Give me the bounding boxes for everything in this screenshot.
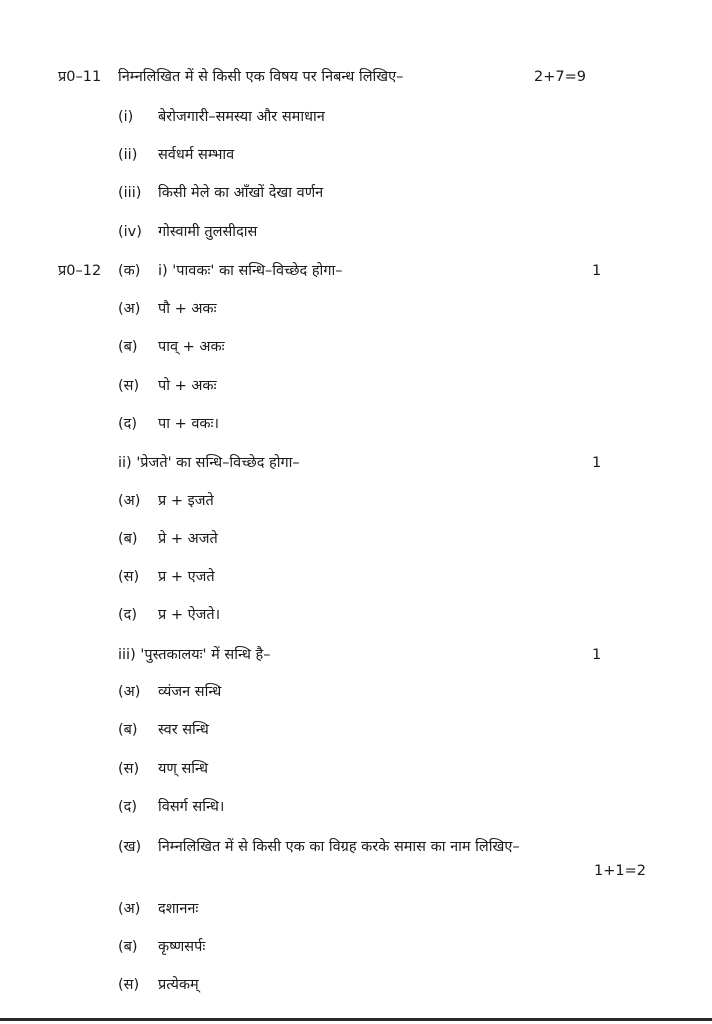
q12-ka-ii-option-label: (अ) <box>118 493 141 509</box>
q12-kha-text: निम्नलिखित में से किसी एक का विग्रह करके समास का नाम लिखिए– <box>158 839 520 855</box>
question-11-number: प्र0–11 <box>58 69 102 85</box>
q12-ka-i-option-text: पौ + अकः <box>158 301 217 317</box>
q11-option-text: सर्वधर्म सम्भाव <box>158 147 235 163</box>
question-11-text: निम्नलिखित में से किसी एक विषय पर निबन्ध लिखिए– <box>118 69 404 85</box>
q12-ka-i-option-label: (ब) <box>118 339 138 355</box>
q12-ka-iii-option-text: यण् सन्धि <box>158 761 208 777</box>
q12-ka-ii-option-text: प्र + ऐजते। <box>158 607 221 623</box>
q12-ka-iii-option-label: (स) <box>118 761 140 777</box>
q12-kha-option-text: प्रत्येकम् <box>158 977 199 993</box>
q12-ka-ii-text: ii) 'प्रेजते' का सन्धि–विच्छेद होगा– <box>118 455 300 471</box>
q12-kha-option-label: (स) <box>118 977 140 993</box>
q12-ka-ii-option-label: (द) <box>118 607 138 623</box>
q12-ka-ii-option-text: प्रे + अजते <box>158 531 218 547</box>
q12-ka-i-option-text: पा + वकः। <box>158 416 219 432</box>
q12-ka-i-option-label: (स) <box>118 378 140 394</box>
question-11-marks: 2+7=9 <box>534 69 586 85</box>
q12-kha-option-label: (अ) <box>118 901 141 917</box>
page-bottom-rule <box>0 1018 712 1021</box>
q12-ka-i-marks: 1 <box>592 263 602 279</box>
q12-kha-marks: 1+1=2 <box>594 863 646 879</box>
q12-part-ka-label: (क) <box>118 263 141 279</box>
q11-option-text: गोस्वामी तुलसीदास <box>158 224 258 240</box>
q12-ka-iii-option-text: विसर्ग सन्धि। <box>158 799 225 815</box>
q11-option-text: किसी मेले का आँखों देखा वर्णन <box>158 185 324 201</box>
q12-ka-i-option-text: पाव् + अकः <box>158 339 225 355</box>
q12-ka-i-option-label: (द) <box>118 416 138 432</box>
q12-ka-iii-marks: 1 <box>592 647 602 663</box>
q11-option-label: (iv) <box>118 224 142 240</box>
q12-ka-iii-option-label: (ब) <box>118 722 138 738</box>
q12-part-kha-label: (ख) <box>118 839 142 855</box>
q11-option-label: (iii) <box>118 185 142 201</box>
q12-ka-ii-option-label: (स) <box>118 569 140 585</box>
q12-ka-i-text: i) 'पावकः' का सन्धि–विच्छेद होगा– <box>158 263 343 279</box>
q12-ka-ii-option-text: प्र + एजते <box>158 569 215 585</box>
q12-ka-ii-marks: 1 <box>592 455 602 471</box>
q12-ka-iii-option-text: स्वर सन्धि <box>158 722 209 738</box>
q12-kha-option-text: कृष्णसर्पः <box>158 939 206 955</box>
q12-ka-iii-text: iii) 'पुस्तकालयः' में सन्धि है– <box>118 647 271 663</box>
q12-ka-i-option-label: (अ) <box>118 301 141 317</box>
q11-option-label: (ii) <box>118 147 138 163</box>
q12-ka-iii-option-label: (द) <box>118 799 138 815</box>
q12-kha-option-text: दशाननः <box>158 901 199 917</box>
q12-kha-option-label: (ब) <box>118 939 138 955</box>
q11-option-text: बेरोजगारी–समस्या और समाधान <box>158 109 325 125</box>
q12-ka-ii-option-text: प्र + इजते <box>158 493 214 509</box>
q12-ka-i-option-text: पो + अकः <box>158 378 217 394</box>
q12-ka-iii-option-text: व्यंजन सन्धि <box>158 684 222 700</box>
q11-option-label: (i) <box>118 109 134 125</box>
q12-ka-ii-option-label: (ब) <box>118 531 138 547</box>
question-12-number: प्र0–12 <box>58 263 102 279</box>
q12-ka-iii-option-label: (अ) <box>118 684 141 700</box>
